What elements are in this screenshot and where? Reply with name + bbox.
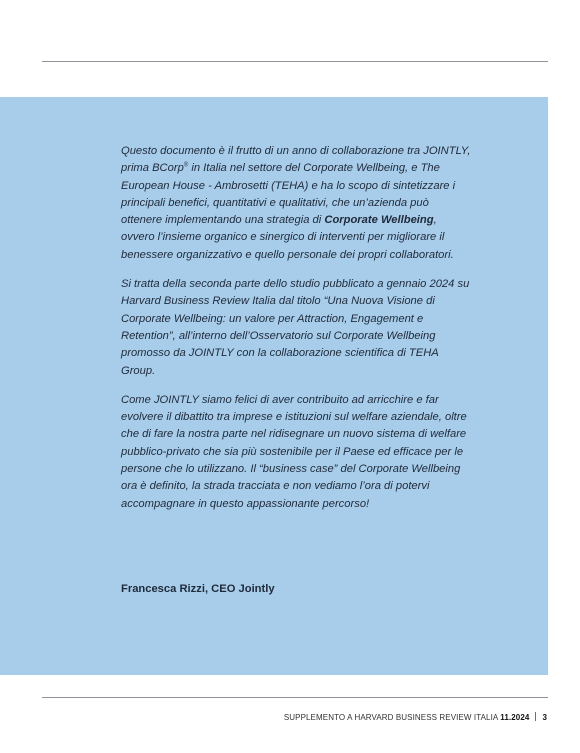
- page-footer: [284, 712, 547, 722]
- paragraph-intro: [121, 143, 471, 264]
- issue-date: 11.2024: [500, 713, 530, 722]
- body-text: [121, 143, 471, 525]
- paragraph-study: Si tratta della seconda parte dello studio pubblicato a gennaio 2024 su Harvard Business Review Italia dal titolo “Una Nuova Visione di Corporate Wellbeing: un valore per Attraction, Engagement e Retention”, all’interno dell’Osservatorio sul Corporate Wellbeing promosso da JOINTLY con la collaborazione scientifica di TEHA Group.: [121, 278, 470, 377]
- registered-mark: ®: [183, 162, 189, 169]
- top-rule: [42, 61, 548, 62]
- bottom-rule: [42, 697, 548, 698]
- page-number: 3: [542, 713, 547, 722]
- paragraph-intro-part-1: Questo documento è il frutto di un anno di collaborazione tra JOINTLY, prima BCorp: [121, 145, 471, 175]
- signature: Francesca Rizzi, CEO Jointly: [121, 583, 275, 595]
- footer-separator: [535, 712, 536, 721]
- paragraph-intro-part-2: in Italia nel settore del Corporate Wellbeing, e The European House - Ambrosetti (TEHA) e ha lo scopo di sintetizzare i principali benefici, quantitativi e qualitativi, che un’azienda può ottenere implementando una strategia di: [121, 162, 456, 227]
- paragraph-closing: Come JOINTLY siamo felici di aver contribuito ad arricchire e far evolvere il dibattito tra imprese e istituzioni sul welfare aziendale, oltre che di fare la nostra parte nel ridisegnare un nuovo sistema di welfare pubblico-privato che sia più sostenibile per il Paese ed efficace per le persone che lo utilizzano. Il “business case” del Corporate Wellbeing ora è definito, la strada tracciata e non vediamo l’ora di potervi accompagnare in questo appassionante percorso!: [121, 393, 467, 510]
- paragraph-intro-part-3: , ovvero l’insieme organico e sinergico di interventi per migliorare il benessere organizzativo e quello personale dei propri collaboratori.: [121, 214, 454, 261]
- publication-name: SUPPLEMENTO A HARVARD BUSINESS REVIEW ITALIA: [283, 713, 498, 722]
- corporate-wellbeing-emphasis: Corporate Wellbeing: [324, 214, 434, 227]
